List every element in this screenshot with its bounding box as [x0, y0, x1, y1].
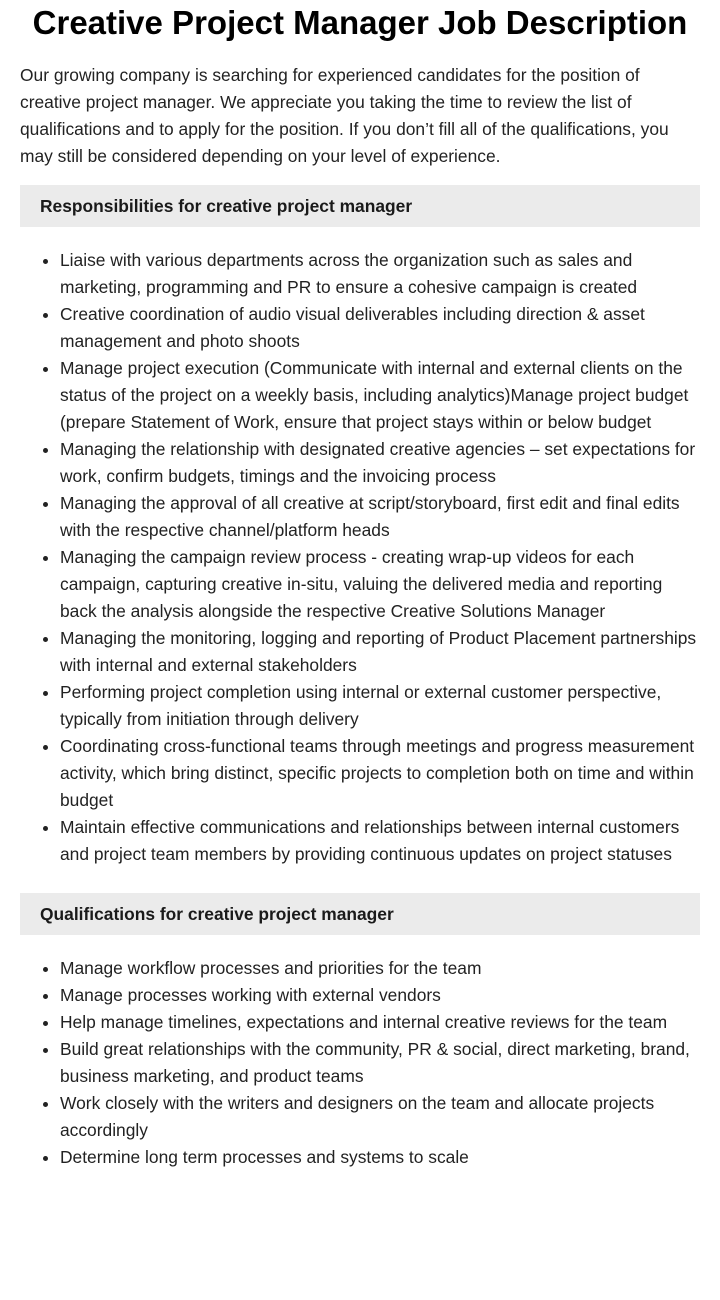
qualifications-list — [20, 935, 700, 1171]
page-title: Creative Project Manager Job Description — [32, 4, 688, 41]
list-item: • Manage workflow processes and priorities for the team — [60, 955, 700, 982]
responsibilities-list — [20, 227, 700, 878]
qualifications-heading: Qualifications for creative project manager — [20, 893, 700, 935]
list-item: • Build great relationships with the community, PR & social, direct marketing, brand, business marketing, and product teams — [60, 1036, 700, 1090]
list-item: • Determine long term processes and systems to scale — [60, 1144, 700, 1171]
responsibilities-heading: Responsibilities for creative project manager — [20, 185, 700, 227]
list-item: • Work closely with the writers and designers on the team and allocate projects accordingly — [60, 1090, 700, 1144]
list-item: • Manage processes working with external vendors — [60, 982, 700, 1009]
list-item: • Maintain effective communications and relationships between internal customers and project team members by providing continuous updates on project statuses — [60, 814, 700, 868]
list-item: • Managing the approval of all creative at script/storyboard, first edit and final edits with the respective channel/platform heads — [60, 490, 700, 544]
list-item: • Managing the relationship with designated creative agencies – set expectations for work, confirm budgets, timings and the invoicing process — [60, 436, 700, 490]
intro-paragraph: Our growing company is searching for experienced candidates for the position of creative project manager. We appreciate you taking the time to review the list of qualifications and to apply for the position. If you don’t fill all of the qualifications, you may still be considered depending on your level of experience. — [20, 65, 669, 166]
list-item: • Coordinating cross-functional teams through meetings and progress measurement activity, which bring distinct, specific projects to completion both on time and within budget — [60, 733, 700, 814]
list-item: • Managing the campaign review process - creating wrap-up videos for each campaign, capturing creative in-situ, valuing the delivered media and reporting back the analysis alongside the respective Creative Solutions Manager — [60, 544, 700, 625]
list-item: • Performing project completion using internal or external customer perspective, typically from initiation through delivery — [60, 679, 700, 733]
list-item: • Liaise with various departments across the organization such as sales and marketing, programming and PR to ensure a cohesive campaign is created — [60, 247, 700, 301]
list-item: • Help manage timelines, expectations and internal creative reviews for the team — [60, 1009, 700, 1036]
list-item: • Creative coordination of audio visual deliverables including direction & asset management and photo shoots — [60, 301, 700, 355]
list-item: • Managing the monitoring, logging and reporting of Product Placement partnerships with internal and external stakeholders — [60, 625, 700, 679]
list-item: • Manage project execution (Communicate with internal and external clients on the status of the project on a weekly basis, including analytics)Manage project budget (prepare Statement of Work, ensure that project stays within or below budget — [60, 355, 700, 436]
